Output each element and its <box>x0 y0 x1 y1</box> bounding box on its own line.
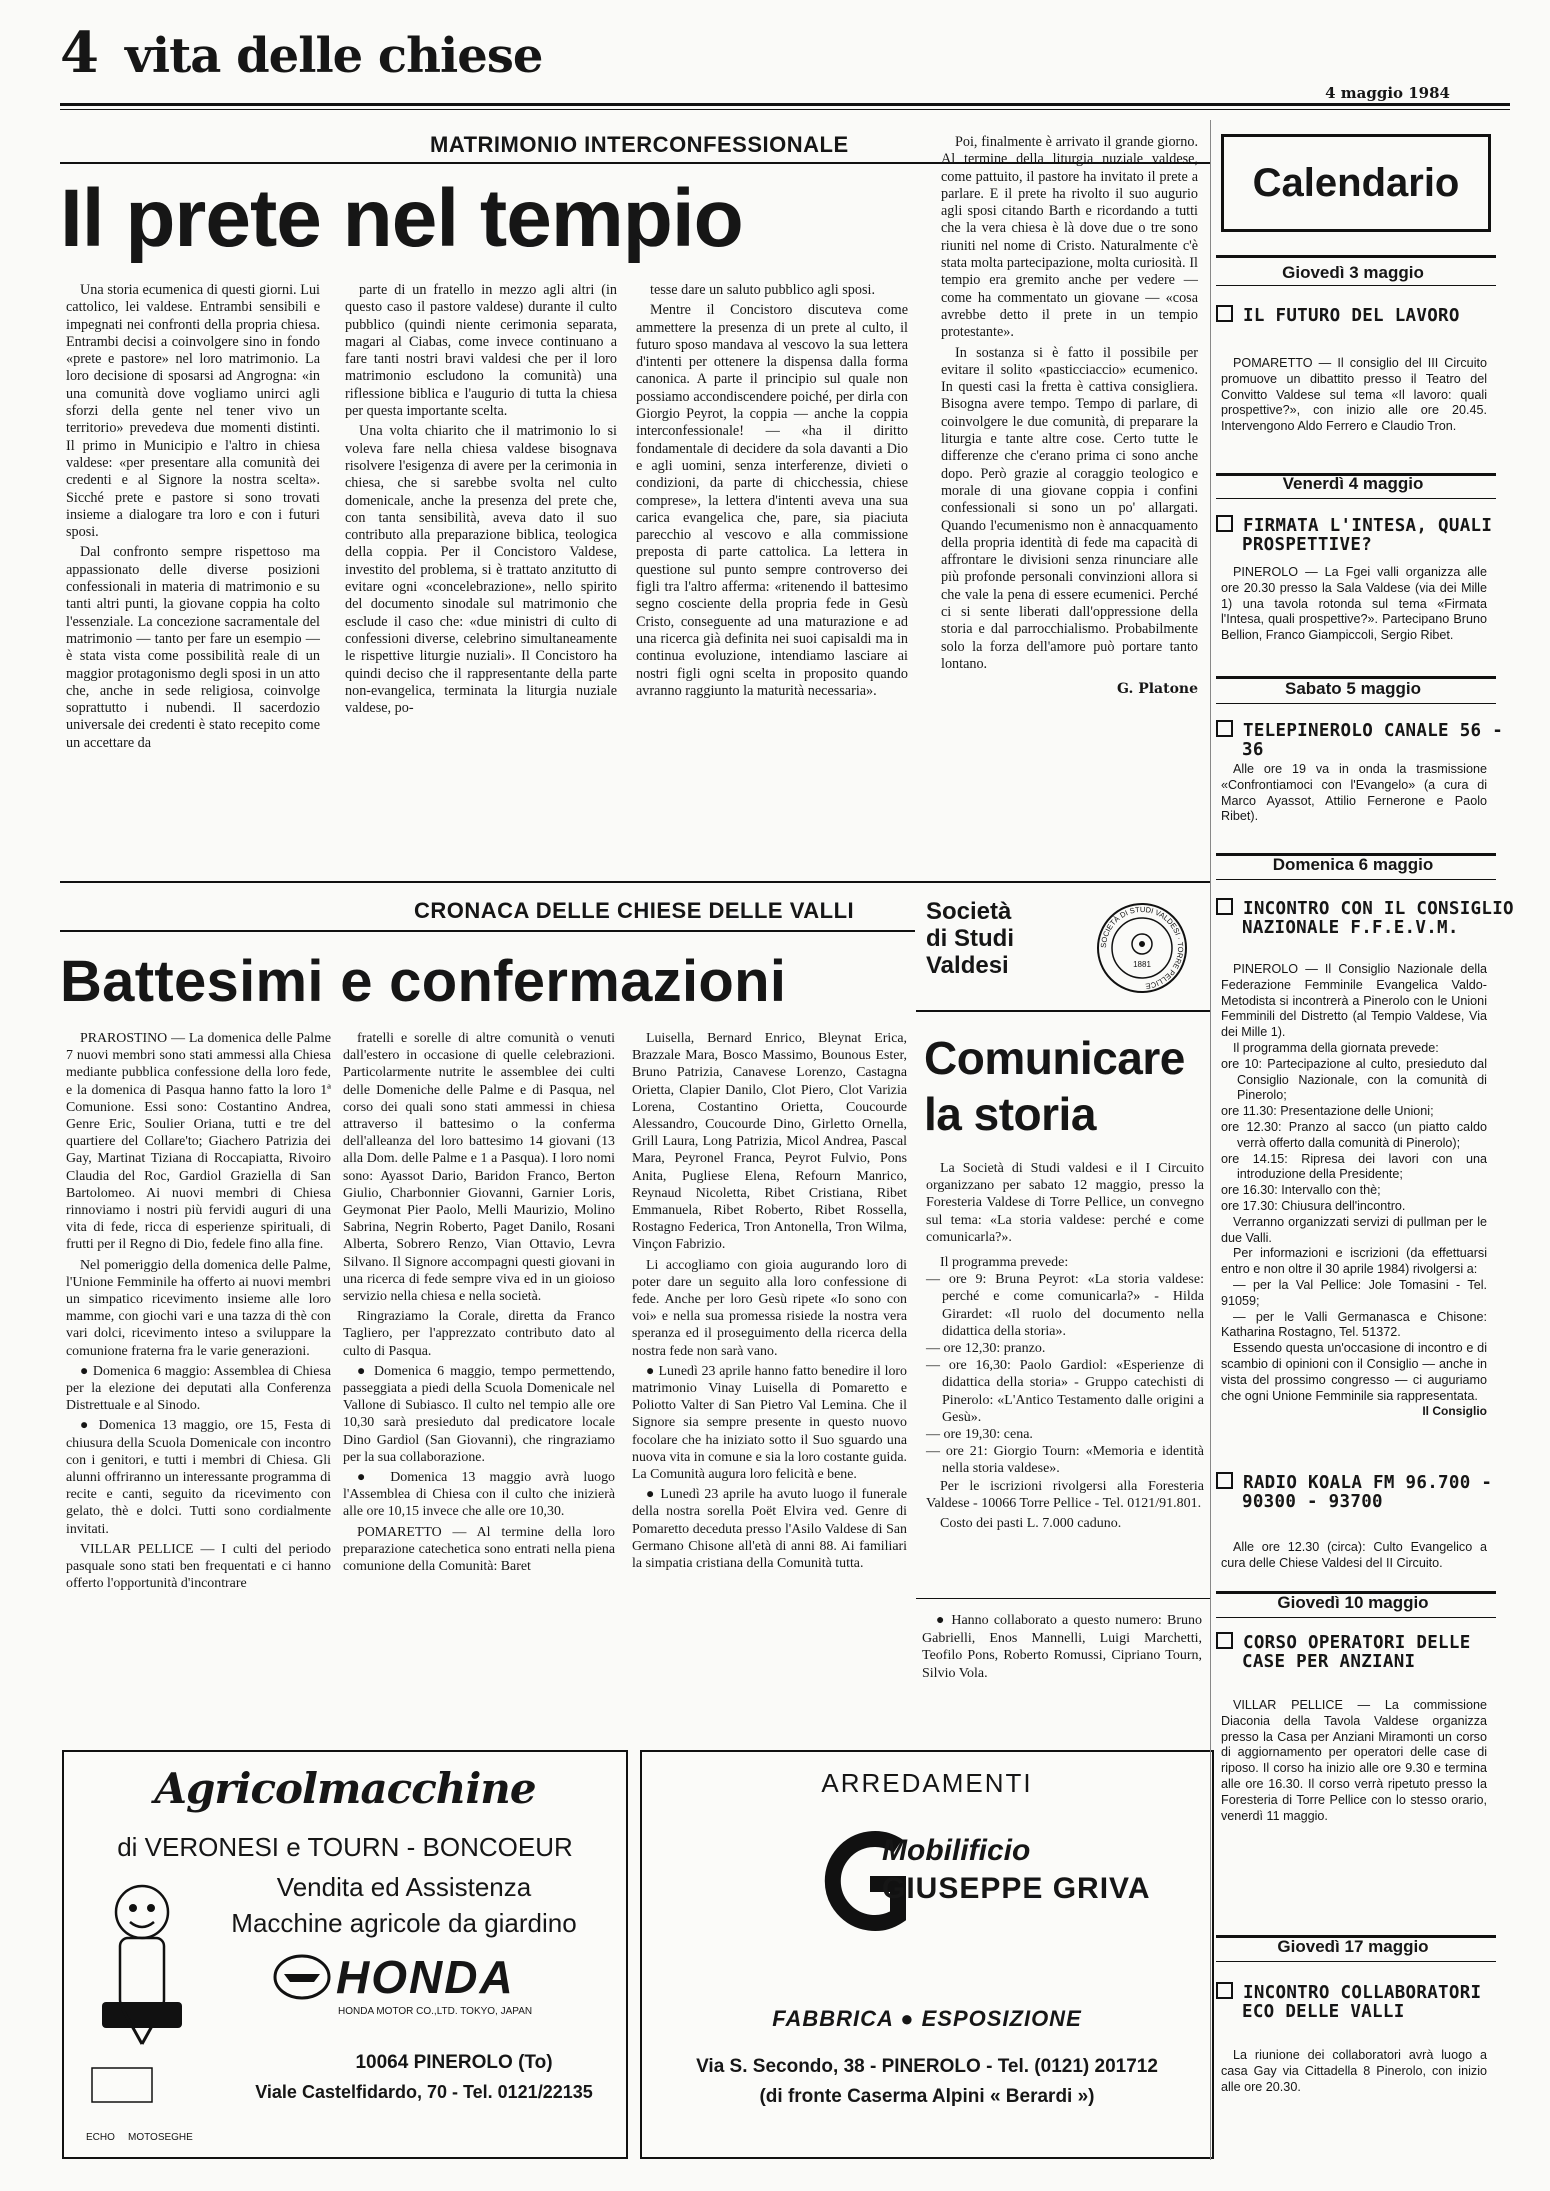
griva-brand2: GIUSEPPE GRIVA <box>882 1872 1151 1905</box>
paragraph: Dal confronto sempre rispettoso ma appassionato delle diverse posizioni confessionali in materia di matrimonio e su tanti altri punti, la giovane coppia ha colto l'essenziale. La concezione sacramentale del matrimonio — tanto per fare un esempio — è stata vista come possibilità reale di un maggior protagonismo degli sposi in un atto che, anche in sede religiosa, coinvolge soprattutto i nubendi. Il sacerdozio universale dei credenti è stato recepito come un accettare da <box>66 544 320 751</box>
seal-text: SOCIETÀ DI STUDI VALDESI · TORRE PELLICE <box>1098 904 1186 991</box>
paragraph: POMARETTO — Al termine della loro preparazione catechetica sono entrati nella piena comunione della Comunità: Baret <box>343 1524 615 1575</box>
societa-costo: Costo dei pasti L. 7.000 caduno. <box>940 1516 1122 1532</box>
calendar-event-title-text: CORSO OPERATORI DELLE CASE PER ANZIANI <box>1242 1633 1471 1672</box>
griva-top: ARREDAMENTI <box>821 1768 1033 1798</box>
program-list <box>926 1271 1204 1477</box>
ffevm-program-intro: Il programma della giornata prevede: <box>1233 1040 1439 1055</box>
calendar-event-body <box>1221 1698 1487 1824</box>
matrimonio-col3 <box>636 282 908 700</box>
societa-rule <box>916 1010 1210 1012</box>
calendar-day: Giovedì 3 maggio <box>1282 263 1424 282</box>
page-date: 4 maggio 1984 <box>1325 84 1450 102</box>
societa-headline-line1: Comunicare <box>924 1032 1185 1084</box>
checkbox-icon <box>1216 898 1233 915</box>
paragraph: ● Domenica 6 maggio: Assemblea di Chiesa per la elezione dei deputati alla Conferenza Distrettuale e al Sinodo. <box>66 1363 331 1414</box>
paragraph: PRAROSTINO — La domenica delle Palme 7 nuovi membri sono stati ammessi alla Chiesa mediante pubblica confessione della loro fede, e la domenica di Pasqua hanno fatto la loro 1ª Comunione. Essi sono: Costantino Andrea, Genre Eric, Soulier Oriana, tutti e tre del quartiere del Collare'to; Giachero Patrizia dei Gay, Martinat Tiziana di Roccapiatta, Rivoiro Claudia del Roc, Gardiol Graziella di San Bartolomeo. Ai nuovi membri di Chiesa rinnoviamo i nostri più fervidi auguri di una vita di fede, ricca di esperienze spirituali, di frutti per il Regno di Dio, fedele fino alla fine. <box>66 1031 331 1253</box>
calendar-event-text: VILLAR PELLICE — La commissione Diaconia della Tavola Valdese organizza presso la Casa per Anziani Miramonti un corso di aggiornamento per operatori delle case di riposo. Il corso ha inizio alle ore 9.30 e termina alle ore 16.30. Il corso verrà ripetuto presso la Foresteria di Torre Pellice con lo stesso orario, venerdì 11 maggio. <box>1221 1698 1487 1823</box>
paragraph: ● Domenica 13 maggio, ore 15, Festa di chiusura della Scuola Domenicale con incontro con i genitori, e tutti i membri di Chiesa. Gli alunni offriranno un interessante programma di recite e canti, seguito da ricevimento con gelato, thè e dolci. Tutti sono cordialmente invitati. <box>66 1418 331 1537</box>
ffevm-program-item: ore 16.30: Intervallo con thè; <box>1221 1183 1381 1198</box>
ad-griva[interactable] <box>640 1750 1214 2159</box>
checkbox-icon <box>1216 1982 1233 1999</box>
calendar-event-title <box>1216 305 1522 326</box>
seal-year: 1881 <box>1133 960 1151 969</box>
ffevm-note: Essendo questa un'occasione di incontro e di scambio di opinioni con il Consiglio — anche in vista del prossimo congresso — ci auguriamo che ogni Unione Femminile sia rappresentata. <box>1221 1341 1487 1403</box>
calendar-event-text: La riunione dei collaboratori avrà luogo a casa Gay via Cittadella 8 Pinerolo, con inizio alle ore 20.30. <box>1221 2048 1487 2094</box>
agricol-address: Viale Castelfidardo, 70 - Tel. 0121/22135 <box>255 2082 593 2102</box>
calendar-day: Giovedì 17 maggio <box>1277 1937 1429 1956</box>
calendar-event-title <box>1216 1632 1522 1672</box>
agricol-city: 10064 PINEROLO (To) <box>355 2052 553 2073</box>
paragraph: Luisella, Bernard Enrico, Bleynat Erica, Brazzale Mara, Bosco Massimo, Bounous Ester, Bruno Patrizia, Canavese Lorenzo, Castagna Orietta, Clapier Danilo, Clot Piero, Clot Varizia Lorena, Costantino Orietta, Coucourde Alessandro, Coucourde Dino, Girletto Ornella, Grill Laura, Long Patrizia, Micol Andrea, Pascal Mara, Peyronel Franca, Peyrot Fulvio, Pons Anita, Pugliese Elena, Refourn Manrico, Reynaud Nicoletta, Ribet Cristiana, Ribet Emmanuela, Ribet Roberto, Ribet Rossella, Rostagno Federica, Tron Antonella, Tron Wilma, Vinçon Fabrizio. <box>632 1031 907 1253</box>
societa-name-line2: di Studi <box>926 925 1014 952</box>
calendar-event-text: PINEROLO — La Fgei valli organizza alle ore 20.30 presso la Sala Valdese (via dei Mille 1) una tavola rotonda sul tema «Firmata l'Intesa, quali prospettive?». Partecipano Bruno Bellion, Franco Giampiccoli, Sergio Ribet. <box>1221 565 1487 643</box>
honda-brand: HONDA <box>336 1951 515 2003</box>
ffevm-note: Per informazioni e iscrizioni (da effettuarsi entro e non oltre il 30 aprile 1984) rivolgersi a: <box>1221 1246 1487 1277</box>
agricol-line1: di VERONESI e TOURN - BONCOEUR <box>117 1832 573 1862</box>
program-item: — ore 19,30: cena. <box>926 1427 1033 1443</box>
calendar-event-title-text: RADIO KOALA FM 96.700 - 90300 - 93700 <box>1242 1473 1493 1512</box>
honda-sub: HONDA MOTOR CO.,LTD. TOKYO, JAPAN <box>338 2006 533 2017</box>
calendario-title: Calendario <box>1252 161 1460 205</box>
matrimonio-col1 <box>66 282 320 752</box>
paragraph: fratelli e sorelle di altre comunità o venuti dall'estero in occasione di quelle celebrazioni. Particolarmente nutrite le assemblee dei culti delle Domeniche delle Palme e di Pasqua, nel corso dei quali sono stati ammessi in chiesa attraverso il battesimo o la conferma dell'alleanza del loro battesimo 14 giovani (13 alla Dom. delle Palme e 1 a Pasqua). I loro nomi sono: Ayassot Dario, Baridon Franco, Berton Giulio, Charbonnier Giovanni, Garnier Loris, Geymonat Pier Paolo, Melli Maurizio, Molino Sabrina, Negrin Roberto, Paget Danilo, Rosani Alberta, Sobrero Renzo, Vian Ottavio, Levra Silvano. Il Signore accompagni questi giovani in una ricerca di fede sempre viva ed in un gioioso servizio nella chiesa e nella società. <box>343 1031 615 1305</box>
kicker-rule <box>60 930 915 932</box>
calendar-event-title <box>1216 898 1522 938</box>
paragraph: ● Domenica 6 maggio, tempo permettendo, passeggiata a piedi della Scuola Domenicale nel Vallone di Subiasco. Il culto nel tempio alle ore 10,30 sarà presieduto dal predicatore locale Dino Gardiol (San Giovanni), che ringraziamo per la sua collaborazione. <box>343 1363 615 1465</box>
calendar-event-title <box>1216 720 1522 760</box>
cronaca-col3 <box>632 1030 907 1572</box>
calendar-day: Venerdì 4 maggio <box>1282 474 1424 493</box>
collab-rule <box>916 1598 1210 1599</box>
cronaca-kicker: CRONACA DELLE CHIESE DELLE VALLI <box>414 898 855 923</box>
paragraph: Ringraziamo la Corale, diretta da Franco Tagliero, per l'apprezzato contributo dato al culto di Pasqua. <box>343 1309 615 1359</box>
echo-label: ECHO <box>86 2132 115 2143</box>
griva-address2: (di fronte Caserma Alpini « Berardi ») <box>759 2086 1095 2107</box>
checkbox-icon <box>1216 720 1233 737</box>
ffevm-program-item: ore 10: Partecipazione al culto, presieduto dal Consiglio Nazionale, con la comunità di Pinerolo; <box>1221 1056 1487 1103</box>
societa-headline <box>924 1030 1185 1142</box>
calendar-event-title-text: FIRMATA L'INTESA, QUALI PROSPETTIVE? <box>1242 516 1493 555</box>
program-item: — ore 12,30: pranzo. <box>926 1341 1046 1357</box>
paragraph: parte di un fratello in mezzo agli altri (in questo caso il pastore valdese) durante il culto pubblico (quindi niente cerimonia separata, magari al Ciabas, come invece continuano a fare tanti nostri bravi valdesi che per il loro matrimonio escludono la comunità) una riflessione biblica e l'augurio di tutta la chiesa per questa importante scelta. <box>345 282 617 420</box>
calendar-event-body <box>1221 356 1487 435</box>
calendar-event-title <box>1216 515 1522 555</box>
checkbox-icon <box>1216 1632 1233 1649</box>
calendar-event-text: Alle ore 19 va in onda la trasmissione «Confrontiamoci con l'Evangelo» (a cura di Marco Ayassot, Attilio Fernerone e Paolo Ribet). <box>1221 762 1487 824</box>
agricol-line2: Vendita ed Assistenza <box>276 1872 532 1902</box>
ad-agricolmacchine[interactable] <box>62 1750 628 2159</box>
calendar-day: Sabato 5 maggio <box>1284 679 1422 698</box>
checkbox-icon <box>1216 515 1233 532</box>
column-divider <box>1210 120 1211 2160</box>
paragraph: ● Lunedì 23 aprile hanno fatto benedire il loro matrimonio Vinay Luisella di Pomaretto e Poliotto Valter di San Pietro Val Lemina. Che il Signore sia sempre presente in questo nuovo focolare che ha iniziato sotto il Suo sguardo una nuova vita in comune e sia la loro costante guida. La Comunità augura loro felicità e bene. <box>632 1363 907 1483</box>
calendario-box <box>1221 134 1491 232</box>
calendar-event-body <box>1221 762 1487 825</box>
calendar-day-rule <box>1216 703 1496 704</box>
paragraph: Una storia ecumenica di questi giorni. Lui cattolico, lei valdese. Entrambi sensibili e impegnati nei confronti della propria chiesa. Entrambi decisi a coinvolgere sino in fondo «prete e pastore» nel loro matrimonio. La loro decisione di sposarsi ad Angrogna: «in una comunità dove vogliamo unirci agli sforzi della gente nel tener vivo un territorio» prevedeva due momenti distinti. Il primo in Municipio e l'altro in chiesa valdese: «per presentare alla comunità dei credenti e al Signore la nostra scelta». Sicché prete e pastore si sono trovati insieme a dialogare tra loro e con i futuri sposi. <box>66 282 320 541</box>
societa-name-line3: Valdesi <box>926 952 1009 979</box>
calendar-day-rule <box>1216 1961 1496 1962</box>
collaboratori-text: ● Hanno collaborato a questo numero: Bruno Gabrielli, Enos Mannelli, Luigi Marchetti, Teofilo Pons, Roberto Romussi, Cipriano Tourn, Silvio Vola. <box>922 1613 1202 1681</box>
cronaca-col2 <box>343 1030 615 1575</box>
ffevm-program-item: ore 17.30: Chiusura dell'incontro. <box>1221 1198 1406 1213</box>
calendar-event-body <box>1221 1540 1487 1572</box>
agricol-line3: Macchine agricole da giardino <box>231 1908 577 1938</box>
calendar-event-body <box>1221 962 1487 1420</box>
griva-address: Via S. Secondo, 38 - PINEROLO - Tel. (0121) 201712 <box>696 2056 1158 2077</box>
calendar-event-text: POMARETTO — Il consiglio del III Circuito promuove un dibattito presso il Teatro del Convitto Valdese sul tema «Il lavoro: quali prospettive?», con inizio alle ore 20.45. Intervengono Aldo Ferrero e Claudio Tron. <box>1221 356 1487 434</box>
matrimonio-col4 <box>941 134 1198 699</box>
paragraph: In sostanza si è fatto il possibile per evitare il solito «pasticciaccio» ecumenico. In questi casi la fretta è cattiva consigliera. Bisogna avere tempo. Tempo di parlare, di coinvolgere le due comunità, di preparare la liturgia e tante altre cose. Certo tutte le differenze che c'erano prima ci sono anche dopo. Però grazie al coraggio teologico e morale di una giovane coppia i confini confessionali si sono un po' allargati. Quando l'ecumenismo non è annacquamento della propria identità di fede ma capacità di affrontare le divisioni senza rinunciare alle più profonde personali convinzioni allora si che vale la pena di essere ecumenici. Perché ci si sente liberati dall'oppressione della storia e dal parrocchialismo. Probabilmente solo la forza dell'amore può portare tanto lontano. <box>941 344 1198 672</box>
societa-seal-logo <box>1094 900 1190 996</box>
calendar-event-title-text: INCONTRO COLLABORATORI ECO DELLE VALLI <box>1242 1983 1482 2022</box>
calendar-event-title-text: TELEPINEROLO CANALE 56 - 36 <box>1242 721 1504 760</box>
calendar-day: Giovedì 10 maggio <box>1277 1593 1429 1612</box>
section-rule <box>60 881 1210 883</box>
calendar-event-title <box>1216 1982 1522 2022</box>
societa-body <box>926 1160 1204 1532</box>
ffevm-program-item: ore 14.15: Ripresa dei lavori con una introduzione della Presidente; <box>1221 1151 1487 1182</box>
section-title: vita delle chiese <box>125 28 543 84</box>
calendar-event-body <box>1221 2048 1487 2095</box>
ffevm-program <box>1221 1057 1487 1215</box>
program-item: — ore 21: Giorgio Tourn: «Memoria e identità nella storia valdese». <box>926 1444 1204 1477</box>
honda-wing-icon <box>272 1952 332 2002</box>
paragraph: Poi, finalmente è arrivato il grande giorno. Al termine della liturgia nuziale valdese, come pattuito, il pastore ha invitato il prete a parlare. E il prete ha rivolto il suo augurio agli sposi citando Barth e ricordando a tutti che la vera chiesa è là dove due o tre sono riuniti nel nome di Cristo. Naturalmente c'è stata molta partecipazione, molta curiosità. Il tempio era gremito anche per vedere — come ha commentato un giovane — «cosa avrebbe detto il prete in un tempio protestante». <box>941 134 1198 341</box>
ffevm-program-item: ore 11.30: Presentazione delle Unioni; <box>1221 1104 1434 1119</box>
calendar-event-title-text: INCONTRO CON IL CONSIGLIO NAZIONALE F.F.E.V.M. <box>1242 899 1514 938</box>
societa-name-line1: Società <box>926 898 1012 925</box>
societa-name <box>926 898 1014 979</box>
ffevm-note: — per le Valli Germanasca e Chisone: Katharina Rostagno, Tel. 51372. <box>1221 1309 1487 1340</box>
societa-iscrizioni: Per le iscrizioni rivolgersi alla Foresteria Valdese - 10066 Torre Pellice - Tel. 0121/91.801. <box>926 1478 1204 1511</box>
calendar-event-title <box>1216 1472 1522 1512</box>
cronaca-col1 <box>66 1030 331 1593</box>
calendar-day-rule <box>1216 1617 1496 1618</box>
program-label: Il programma prevede: <box>940 1255 1069 1271</box>
paragraph: VILLAR PELLICE — I culti del periodo pasquale sono stati ben frequentati e ci hanno offerto l'opportunità d'incontrare <box>66 1541 331 1592</box>
matrimonio-signature: G. Platone <box>1116 681 1198 698</box>
program-item: — ore 16,30: Paolo Gardiol: «Esperienze di didattica della storia» - Gruppo catechisti di Pinerolo: «L'Antico Testamento dalle origini a Gesù». <box>926 1358 1204 1425</box>
header-rule <box>60 103 1510 106</box>
chainsaw-mascot-icon <box>82 1872 202 2112</box>
cronaca-headline: Battesimi e confermazioni <box>60 949 787 1014</box>
calendar-day-rule <box>1216 285 1496 286</box>
ffevm-program-item: ore 12.30: Pranzo al sacco (un piatto caldo verrà offerto dalla comunità di Pinerolo); <box>1221 1119 1487 1150</box>
matrimonio-kicker: MATRIMONIO INTERCONFESSIONALE <box>430 132 849 157</box>
ffevm-signature: Il Consiglio <box>1422 1404 1487 1419</box>
griva-mid: FABBRICA ● ESPOSIZIONE <box>772 2006 1082 2031</box>
calendar-event-body <box>1221 565 1487 644</box>
societa-intro: La Società di Studi valdesi e il I Circuito organizzano per sabato 12 maggio, presso la Foresteria Valdese di Torre Pellice, un convegno sul tema: «La storia valdese: perché e come comunicarla?». <box>926 1161 1204 1245</box>
collaboratori-note <box>922 1612 1202 1682</box>
calendar-day: Domenica 6 maggio <box>1272 855 1434 874</box>
matrimonio-col2 <box>345 282 617 717</box>
header-rule-thin <box>60 109 1510 110</box>
paragraph: Nel pomeriggio della domenica delle Palme, l'Unione Femminile ha offerto ai nuovi membri un simpatico ricevimento insieme alle loro mamme, con giochi vari e una tazza di thè con vari dolci, ricevimento inteso a sviluppare la comunione fraterna fra le varie generazioni. <box>66 1257 331 1359</box>
paragraph: Li accogliamo con gioia augurando loro di poter dare un seguito alla loro confessione di fede. Anche per loro Gesù ripete «Io sono con voi» e nella sua promessa risiede la nostra vera speranza ed il proseguimento della ricerca della nostra fede non sarà vano. <box>632 1257 907 1359</box>
page-number: 4 <box>60 20 99 86</box>
paragraph: ● Lunedì 23 aprile ha avuto luogo il funerale della nostra sorella Poët Elvira ved. Genre di Pomaretto deceduta presso l'Asilo Valdese di San Germano Chisone all'età di anni 88. Ai familiari la simpatia cristiana della Comunità tutta. <box>632 1487 907 1572</box>
calendar-day-rule <box>1216 498 1496 499</box>
paragraph: Mentre il Concistoro discuteva come ammettere la presenza di un prete al culto, il futuro sposo mandava al vescovo la sua lettera d'intenti per ottenere la dispensa dalla forma canonica. A parte il principio sul quale non possiamo accondiscendere poiché, per dirla con Giorgio Peyrot, la coppia — anche la coppia interconfessionale! — «ha il diritto fondamentale di decidere da sola davanti a Dio e agli uomini, senza interferenze, divieti o condizioni, da parte di chicchessia, chiese comprese», la lettera d'intenti aveva una sua carica evangelica che, pare, sia piaciuta parecchio al vescovo e alla commissione preposta di parte cattolica. La lettera in questione sul punto sempre controverso dei figli tra l'altro afferma: «ritenendo il battesimo segno cosciente della propria fede in Gesù Cristo, conseguente ad una maturazione e ad una ricerca già definita nei suoi capisaldi ma in continua evoluzione, intendiamo lasciare ai nostri figli ogni scelta in proposito quando avranno raggiunto la maturità necessaria». <box>636 302 908 699</box>
societa-headline-line2: la storia <box>924 1088 1096 1140</box>
program-item: — ore 9: Bruna Peyrot: «La storia valdese: perché e come comunicarla?» - Hilda Girardet: «Il ruolo del documento nella didattica della storia». <box>926 1272 1204 1339</box>
paragraph: Una volta chiarito che il matrimonio lo si voleva fare nella chiesa valdese bisognava risolvere l'esigenza di avere per la cerimonia in chiesa, che si sarebbe svolta nel culto domenicale, anche la presenza del prete che, con tanta sensibilità, aveva dato il suo contributo alla preparazione biblica, teologica della coppia. Per il Concistoro Valdese, investito del problema, si è trattato anzitutto di evitare ogni «concelebrazione», nello spirito del documento sinodale sul matrimonio che esclude il caso che: «due ministri di culto di confessioni diverse, celebrino simultaneamente le rispettive liturgie nuziali». Il Concistoro ha quindi deciso che il rappresentante della parte non-evangelica, terminata la liturgia nuziale valdese, po- <box>345 423 617 717</box>
agricol-brand: Agricolmacchine <box>154 1764 536 1813</box>
paragraph: ● Domenica 13 maggio avrà luogo l'Assemblea di Chiesa con il culto che inizierà alle ore 10,15 invece che alle ore 10,30. <box>343 1470 615 1520</box>
calendar-day-rule <box>1216 879 1496 880</box>
ffevm-note: Verranno organizzati servizi di pullman per le due Valli. <box>1221 1214 1487 1245</box>
calendar-event-text: Alle ore 12.30 (circa): Culto Evangelico a cura delle Chiese Valdesi del II Circuito. <box>1221 1540 1487 1570</box>
paragraph: tesse dare un saluto pubblico agli sposi. <box>650 282 875 298</box>
calendar-day-rule <box>1216 255 1496 258</box>
griva-brand1: Mobilificio <box>882 1834 1031 1867</box>
ffevm-note: — per la Val Pellice: Jole Tomasini - Tel. 91059; <box>1221 1277 1487 1308</box>
matrimonio-headline: Il prete nel tempio <box>60 173 743 264</box>
checkbox-icon <box>1216 1472 1233 1489</box>
checkbox-icon <box>1216 305 1233 322</box>
motoseghe-label: MOTOSEGHE <box>128 2132 193 2143</box>
calendar-event-text: PINEROLO — Il Consiglio Nazionale della Federazione Femminile Evangelica Valdo-Metodista si incontrerà a Pinerolo con le Unioni Femminili del Distretto (al Tempio Valdese, Via dei Mille 1). <box>1221 962 1487 1040</box>
calendar-event-title-text: IL FUTURO DEL LAVORO <box>1243 306 1460 326</box>
